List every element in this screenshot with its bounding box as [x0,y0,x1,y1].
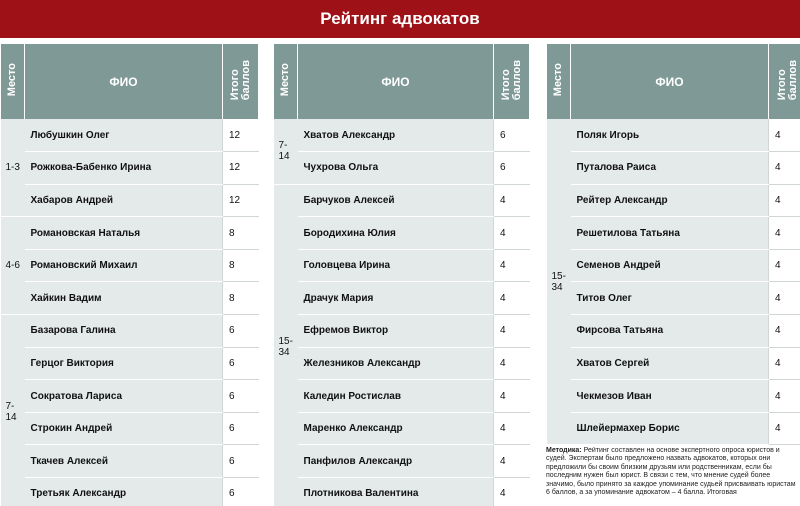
header-score [223,44,259,119]
score-cell: 12 [223,152,259,185]
header-place-label: Место [6,63,18,97]
table-row [547,282,800,315]
score-cell: 4 [769,412,800,445]
table-row [547,380,800,413]
header-row [274,44,530,119]
name-cell: Строкин Андрей [25,412,223,445]
score-cell: 4 [769,152,800,185]
header-place-label: Место [279,63,291,97]
header-name: ФИО [298,44,494,119]
score-cell: 4 [494,282,530,315]
score-cell: 4 [494,478,530,506]
score-cell: 4 [769,315,800,348]
name-cell: Герцог Виктория [25,347,223,380]
table-row [547,315,800,348]
header-place [1,44,25,119]
table-row [1,217,259,250]
header-place-label: Место [552,63,564,97]
table-row [1,249,259,282]
score-cell: 8 [223,282,259,315]
place-cell: 1-3 [1,119,25,217]
score-cell: 4 [494,217,530,250]
name-cell: Драчук Мария [298,282,494,315]
table-row [274,347,530,380]
table-row [274,119,530,152]
name-cell: Ефремов Виктор [298,315,494,348]
score-cell: 4 [769,217,800,250]
table-row [1,315,259,348]
header-place [547,44,571,119]
place-cell: 7-14 [274,119,298,184]
name-cell: Сократова Лариса [25,380,223,413]
score-cell: 4 [494,184,530,217]
name-cell: Маренко Александр [298,412,494,445]
score-cell: 4 [494,445,530,478]
name-cell: Романовский Михаил [25,249,223,282]
name-cell: Чухрова Ольга [298,152,494,185]
table-row [274,478,530,506]
table-row [1,478,259,506]
rating-table-2 [273,44,530,506]
name-cell: Хайкин Вадим [25,282,223,315]
header-score-label: Итого баллов [499,59,523,101]
score-cell: 4 [494,412,530,445]
table-row [1,152,259,185]
table-row [1,119,259,152]
name-cell: Каледин Ростислав [298,380,494,413]
table-row [274,380,530,413]
name-cell: Поляк Игорь [571,119,769,152]
score-cell: 6 [223,380,259,413]
name-cell: Хабаров Андрей [25,184,223,217]
name-cell: Третьяк Александр [25,478,223,506]
table-row [1,412,259,445]
table-row [547,412,800,445]
page-title: Рейтинг адвокатов [0,0,800,38]
header-place [274,44,298,119]
header-row [1,44,259,119]
score-cell: 6 [223,478,259,506]
place-cell: 4-6 [1,217,25,315]
name-cell: Панфилов Александр [298,445,494,478]
name-cell: Ткачев Алексей [25,445,223,478]
table-row [274,282,530,315]
header-name: ФИО [571,44,769,119]
name-cell: Решетилова Татьяна [571,217,769,250]
table-row [1,184,259,217]
table-row [274,184,530,217]
score-cell: 12 [223,184,259,217]
header-score-label: Итого баллов [775,59,799,101]
score-cell: 4 [769,119,800,152]
name-cell: Базарова Галина [25,315,223,348]
table-row [547,249,800,282]
rating-table-1 [0,44,259,506]
place-cell: 15-34 [274,184,298,506]
rating-table-3 [546,44,800,445]
table-row [547,217,800,250]
score-cell: 8 [223,217,259,250]
name-cell: Рожкова-Бабенко Ирина [25,152,223,185]
table-row [547,119,800,152]
header-name: ФИО [25,44,223,119]
table-row [547,184,800,217]
score-cell: 4 [769,249,800,282]
score-cell: 6 [223,445,259,478]
methodology-text: Рейтинг составлен на основе экспертного опроса юристов и судей. Экспертам было предложено назвать адвокатов, которых они предложили бы своим близким друзьям или родственникам, если бы последним нужен был юрист. В связи с тем, что мнение судей более значимо, было принято за каждое упоминание судьей присваивать юристам 6 баллов, а за упоминание адвокатом – 4 балла. Итоговая [546,447,796,497]
score-cell: 4 [769,184,800,217]
header-score-label: Итого баллов [228,59,252,101]
table-row [274,249,530,282]
place-cell: 15-34 [547,119,571,445]
name-cell: Плотникова Валентина [298,478,494,506]
name-cell: Фирсова Татьяна [571,315,769,348]
name-cell: Семенов Андрей [571,249,769,282]
score-cell: 4 [494,249,530,282]
score-cell: 8 [223,249,259,282]
score-cell: 4 [494,315,530,348]
name-cell: Бородихина Юлия [298,217,494,250]
place-cell: 7-14 [1,315,25,506]
header-score [769,44,800,119]
table-row [274,152,530,185]
score-cell: 4 [769,282,800,315]
name-cell: Титов Олег [571,282,769,315]
score-cell: 4 [494,380,530,413]
score-cell: 6 [223,412,259,445]
table-row [1,282,259,315]
name-cell: Барчуков Алексей [298,184,494,217]
table-row [274,445,530,478]
header-score [494,44,530,119]
name-cell: Романовская Наталья [25,217,223,250]
score-cell: 6 [494,152,530,185]
methodology-note [546,447,800,506]
name-cell: Рейтер Александр [571,184,769,217]
header-row [547,44,800,119]
score-cell: 4 [769,380,800,413]
score-cell: 6 [223,347,259,380]
score-cell: 6 [494,119,530,152]
name-cell: Головцева Ирина [298,249,494,282]
score-cell: 4 [494,347,530,380]
table-row [1,347,259,380]
name-cell: Хватов Александр [298,119,494,152]
name-cell: Путалова Раиса [571,152,769,185]
table-row [547,152,800,185]
name-cell: Хватов Сергей [571,347,769,380]
table-row [274,315,530,348]
table-row [1,380,259,413]
table-row [1,445,259,478]
name-cell: Любушкин Олег [25,119,223,152]
name-cell: Чекмезов Иван [571,380,769,413]
table-row [274,412,530,445]
name-cell: Шлейермахер Борис [571,412,769,445]
table-row [274,217,530,250]
methodology-label: Методика: [546,447,582,454]
score-cell: 4 [769,347,800,380]
table-row [547,347,800,380]
score-cell: 12 [223,119,259,152]
name-cell: Железников Александр [298,347,494,380]
score-cell: 6 [223,315,259,348]
